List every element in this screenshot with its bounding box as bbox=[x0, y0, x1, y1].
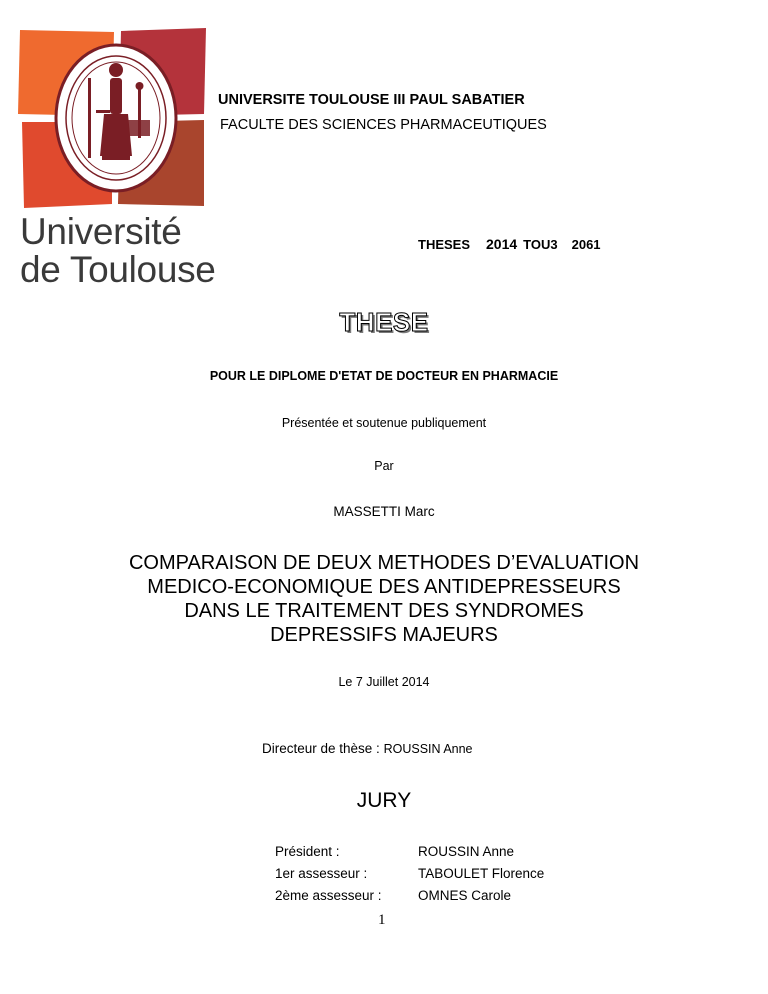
jury-heading: JURY bbox=[356, 789, 412, 812]
thesis-title bbox=[0, 551, 768, 647]
thesis-code-number: 2061 bbox=[571, 237, 601, 252]
thesis-director bbox=[262, 741, 473, 756]
author-name: MASSETTI Marc bbox=[333, 504, 435, 519]
faculty-name: FACULTE DES SCIENCES PHARMACEUTIQUES bbox=[220, 117, 547, 133]
thesis-code-year: 2014 bbox=[486, 236, 518, 252]
thesis-title-line: DEPRESSIFS MAJEURS bbox=[270, 624, 498, 646]
university-name: UNIVERSITE TOULOUSE III PAUL SABATIER bbox=[218, 92, 525, 108]
thesis-code bbox=[418, 236, 601, 252]
director-label: Directeur de thèse : bbox=[262, 741, 380, 756]
thesis-title-line: DANS LE TRAITEMENT DES SYNDROMES bbox=[184, 600, 584, 622]
jury-role: 2ème assesseur : bbox=[275, 888, 382, 903]
jury-member-name: TABOULET Florence bbox=[418, 866, 545, 881]
jury-member-name: OMNES Carole bbox=[418, 888, 512, 903]
page-number: 1 bbox=[378, 912, 386, 928]
presented-line: Présentée et soutenue publiquement bbox=[281, 416, 487, 430]
document-heading: THESE bbox=[339, 307, 429, 337]
thesis-title-line: COMPARAISON DE DEUX METHODES D’EVALUATION bbox=[128, 552, 640, 574]
thesis-code-code: TOU3 bbox=[523, 237, 558, 252]
diploma-line: POUR LE DIPLOME D'ETAT DE DOCTEUR EN PHARMACIE bbox=[209, 369, 559, 383]
jury-role: Président : bbox=[275, 844, 340, 859]
thesis-title-line: MEDICO-ECONOMIQUE DES ANTIDEPRESSEURS bbox=[147, 576, 621, 598]
defense-date: Le 7 Juillet 2014 bbox=[338, 675, 430, 689]
thesis-code-label: THESES bbox=[418, 237, 471, 252]
director-name: ROUSSIN Anne bbox=[383, 742, 473, 756]
seal-icon bbox=[56, 45, 176, 191]
logo-wordmark-line2: de Toulouse bbox=[20, 249, 216, 290]
jury-role: 1er assesseur : bbox=[275, 866, 368, 881]
university-logo-emblem bbox=[18, 28, 208, 210]
jury-member-name: ROUSSIN Anne bbox=[418, 844, 515, 859]
par-line: Par bbox=[374, 459, 394, 473]
logo-wordmark-line1: Université bbox=[20, 211, 182, 252]
